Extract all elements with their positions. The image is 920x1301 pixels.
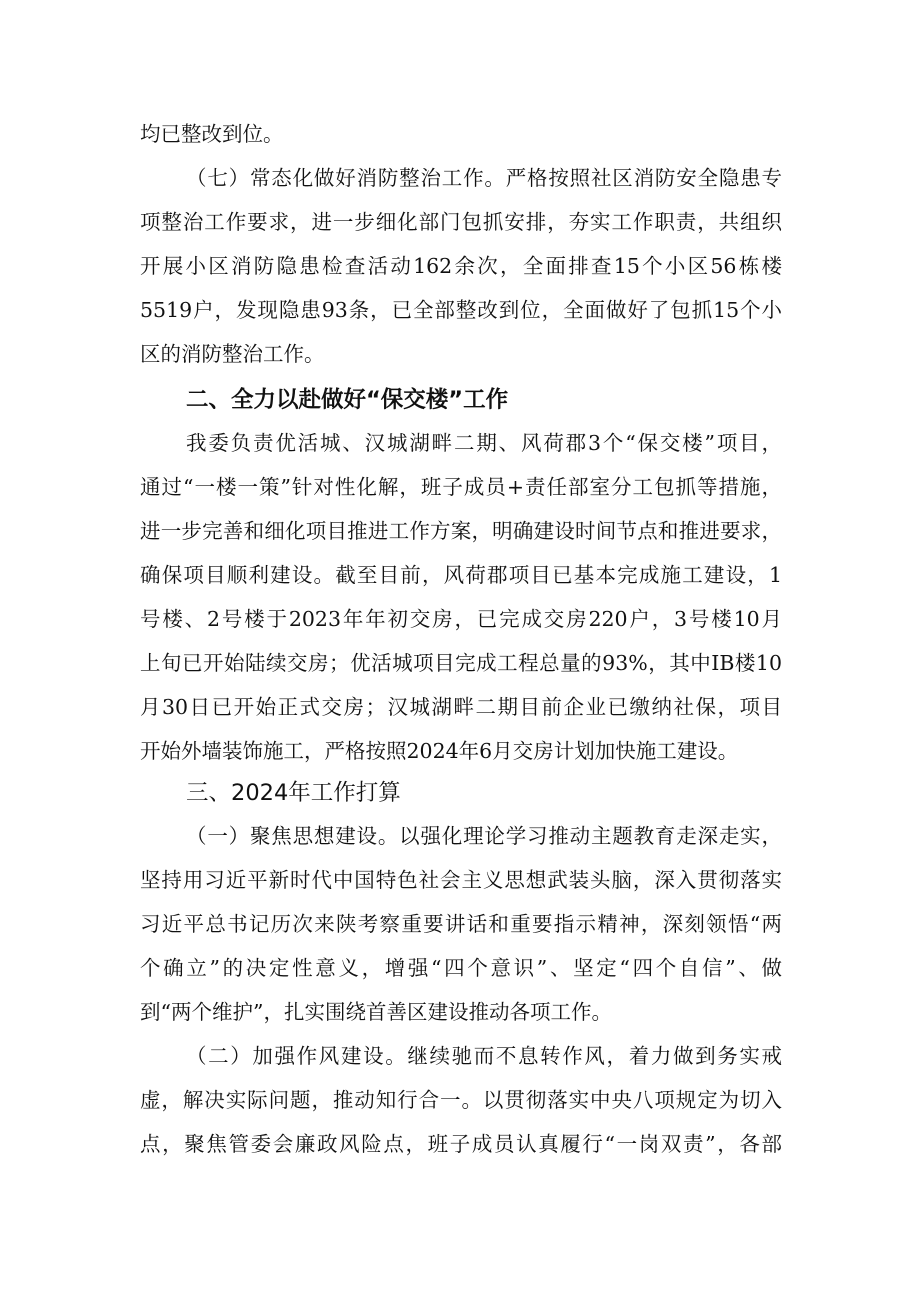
paragraph-line: 均已整改到位。 (140, 122, 284, 146)
paragraph-line: 个确立”的决定性意义，增强“四个意识”、坚定“四个自信”、做 (140, 956, 782, 980)
paragraph-line: 习近平总书记历次来陕考察重要讲话和重要指示精神，深刻领悟“两 (140, 912, 782, 936)
paragraph-line: 通过“一楼一策”针对性化解，班子成员+责任部室分工包抓等措施， (140, 475, 782, 499)
paragraph-line: （一）聚焦思想建设。以强化理论学习推动主题教育走深走实， (186, 824, 782, 848)
paragraph-line: 确保项目顺利建设。截至目前，风荷郡项目已基本完成施工建设，1 (140, 563, 782, 587)
paragraph-line: 号楼、2号楼于2023年年初交房，已完成交房220户，3号楼10月 (140, 607, 782, 631)
paragraph-line: 我委负责优活城、汉城湖畔二期、风荷郡3个“保交楼”项目， (186, 431, 782, 455)
paragraph-line: 月30日已开始正式交房；汉城湖畔二期目前企业已缴纳社保，项目 (140, 695, 782, 719)
paragraph-line: 进一步完善和细化项目推进工作方案，明确建设时间节点和推进要求， (140, 519, 782, 543)
paragraph-line: （二）加强作风建设。继续驰而不息转作风，着力做到务实戒 (186, 1044, 782, 1068)
section-heading: 二、全力以赴做好“保交楼”工作 (186, 387, 509, 413)
paragraph-line: 虚，解决实际问题，推动知行合一。以贯彻落实中央八项规定为切入 (140, 1088, 782, 1112)
paragraph-line: 到“两个维护”，扎实围绕首善区建设推动各项工作。 (140, 1000, 612, 1024)
paragraph-line: 坚持用习近平新时代中国特色社会主义思想武装头脑，深入贯彻落实 (140, 868, 782, 892)
section-heading: 三、2024年工作打算 (186, 780, 401, 806)
paragraph-line: 区的消防整治工作。 (140, 342, 325, 366)
paragraph-line: 点，聚焦管委会廉政风险点，班子成员认真履行“一岗双责”，各部 (140, 1132, 782, 1156)
paragraph-line: 项整治工作要求，进一步细化部门包抓安排，夯实工作职责，共组织 (140, 210, 782, 234)
paragraph-line: 上旬已开始陆续交房；优活城项目完成工程总量的93%，其中IB楼10 (140, 651, 782, 675)
paragraph-line: （七）常态化做好消防整治工作。严格按照社区消防安全隐患专 (186, 166, 782, 190)
paragraph-line: 5519户，发现隐患93条，已全部整改到位，全面做好了包抓15个小 (140, 298, 782, 322)
paragraph-line: 开展小区消防隐患检查活动162余次，全面排查15个小区56栋楼 (140, 254, 782, 278)
paragraph-line: 开始外墙装饰施工，严格按照2024年6月交房计划加快施工建设。 (140, 739, 739, 763)
